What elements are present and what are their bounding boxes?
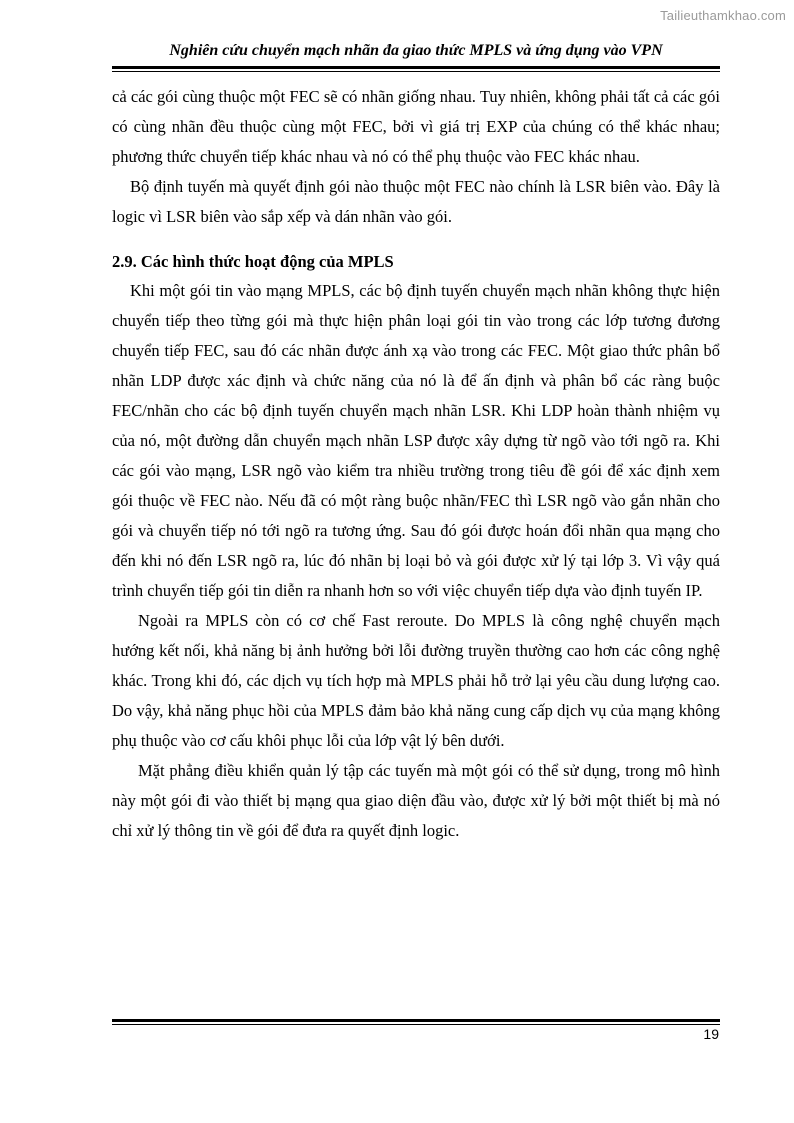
paragraph-mpls-operation: Khi một gói tin vào mạng MPLS, các bộ định tuyến chuyển mạch nhãn không thực hiện chuyển tiếp theo từng gói mà thực hiện phân loại gói tin vào trong các lớp tương đương chuyển tiếp FEC, sau đó các nhãn được ánh xạ vào trong các FEC. Một giao thức phân bổ nhãn LDP được xác định và chức năng của nó là để ấn định và phân bổ các ràng buộc FEC/nhãn cho các bộ định tuyến chuyển mạch nhãn LSR. Khi LDP hoàn thành nhiệm vụ của nó, một đường dẫn chuyển mạch nhãn LSP được xây dựng từ ngõ vào tới ngõ ra. Khi các gói vào mạng, LSR ngõ vào kiểm tra nhiều trường trong tiêu đề gói để xác định xem gói thuộc về FEC nào. Nếu đã có một ràng buộc nhãn/FEC thì LSR ngõ vào gắn nhãn cho gói và chuyển tiếp nó tới ngõ ra tương ứng. Sau đó gói được hoán đổi nhãn qua mạng cho đến khi nó đến LSR ngõ ra, lúc đó nhãn bị loại bỏ và gói được xử lý tại lớp 3. Vì vậy quá trình chuyển tiếp gói tin diễn ra nhanh hơn so với việc chuyển tiếp dựa vào định tuyến IP. xyxy=(112,281,720,600)
page-number: 19 xyxy=(703,1026,719,1042)
watermark-text: Tailieuthamkhao.com xyxy=(660,8,786,23)
header-rule-thin xyxy=(112,71,720,72)
section-heading: 2.9. Các hình thức hoạt động của MPLS xyxy=(112,252,394,271)
header-double-rule xyxy=(112,66,720,72)
paragraph-fast-reroute: Ngoài ra MPLS còn có cơ chế Fast reroute. Do MPLS là công nghệ chuyển mạch hướng kết nối, khả năng bị ảnh hưởng bởi lỗi đường truyền thường cao hơn các công nghệ khác. Trong khi đó, các dịch vụ tích hợp mà MPLS phải hỗ trở lại yêu cầu dung lượng cao. Do vậy, khả năng phục hồi của MPLS đảm bảo khả năng cung cấp dịch vụ của mạng không phụ thuộc vào cơ cấu khôi phục lỗi của lớp vật lý bên dưới. xyxy=(112,611,720,750)
page-body xyxy=(112,82,720,846)
paragraph-control-plane: Mặt phẳng điều khiển quản lý tập các tuyến mà một gói có thể sử dụng, trong mô hình này một gói đi vào thiết bị mạng qua giao diện đầu vào, được xử lý bởi một thiết bị mà nó chỉ xử lý thông tin về gói để đưa ra quyết định logic. xyxy=(112,761,720,840)
footer-double-rule xyxy=(112,1019,720,1025)
header-rule-thick xyxy=(112,66,720,69)
paragraph-edge-lsr: Bộ định tuyến mà quyết định gói nào thuộc một FEC nào chính là LSR biên vào. Đây là logic vì LSR biên vào sắp xếp và dán nhãn vào gói. xyxy=(112,177,720,226)
running-header-title: Nghiên cứu chuyển mạch nhãn đa giao thức MPLS và ứng dụng vào VPN xyxy=(169,42,663,59)
footer-rule-thick xyxy=(112,1019,720,1022)
paragraph-continuation: cả các gói cùng thuộc một FEC sẽ có nhãn giống nhau. Tuy nhiên, không phải tất cả các gói có cùng nhãn đều thuộc cùng một FEC, bởi vì giá trị EXP của chúng có thể khác nhau; phương thức chuyển tiếp khác nhau và nó có thể phụ thuộc vào FEC khác nhau. xyxy=(112,87,720,166)
footer-rule-thin xyxy=(112,1024,720,1025)
